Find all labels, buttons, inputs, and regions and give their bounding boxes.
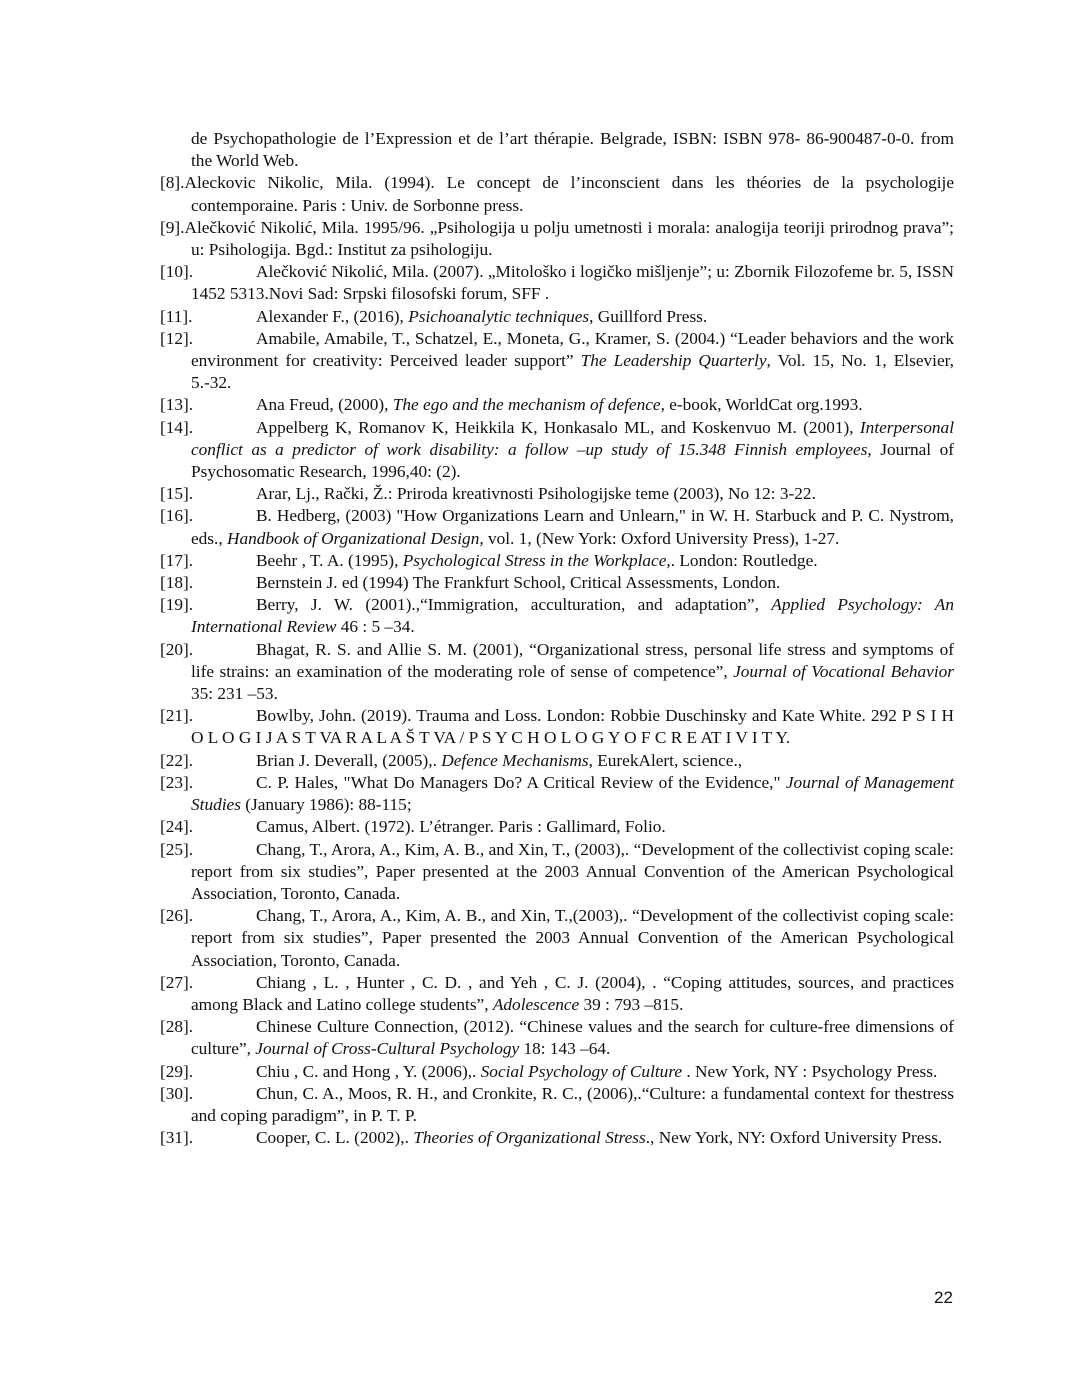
- reference-text: Ana Freud, (2000),: [256, 395, 393, 415]
- reference-entry: [160, 972, 954, 1016]
- reference-text: Alečković Nikolić, Mila. (2007). „Mitološko i logičko mišljenje”; u: Zbornik Filozofeme br. 5, ISSN 1452 5313.Novi Sad: Srpski filosofski forum, SFF .: [191, 262, 954, 304]
- reference-text: B. Hedberg, (2003) "How Organizations Learn and Unlearn," in W. H. Starbuck and P. C. Nystrom, eds.,: [191, 506, 954, 548]
- reference-number: [19].: [160, 595, 194, 615]
- reference-number: [14].: [160, 417, 194, 437]
- reference-entry: [160, 217, 954, 261]
- page-number: 22: [934, 1288, 953, 1307]
- reference-text: Aleckovic Nikolic, Mila. (1994). Le concept de l’inconscient dans les théories de la psychologije contemporaine. Paris : Univ. de Sorbonne press.: [184, 173, 954, 215]
- reference-number: [11].: [160, 306, 193, 326]
- reference-title-italic: The Leadership Quarterly: [580, 351, 767, 371]
- reference-text: Beehr , T. A. (1995),: [256, 550, 403, 570]
- reference-entry: [160, 1127, 954, 1149]
- reference-text: 35: 231 –53.: [191, 684, 278, 704]
- reference-entry: [160, 1016, 954, 1060]
- reference-text: Bowlby, John. (2019). Trauma and Loss. London: Robbie Duschinsky and Kate White. 292 P S I H O L O G I J A S T VA R A L A Š T VA / P S Y C H O L O G Y O F C R E AT I V I T Y.: [191, 706, 954, 748]
- reference-entry: [160, 639, 954, 706]
- reference-number: [28].: [160, 1017, 194, 1037]
- reference-number: [8].: [160, 173, 185, 193]
- reference-list: [160, 128, 954, 1149]
- reference-text: Bhagat, R. S. and Allie S. M. (2001), “Organizational stress, personal life stress and symptoms of life strains: an examination of the moderating role of sense of competence”,: [191, 639, 954, 681]
- reference-text: Chiu , C. and Hong , Y. (2006),.: [256, 1061, 481, 1081]
- reference-entry: [160, 594, 954, 638]
- reference-title-italic: Journal of Cross-Cultural Psychology: [255, 1039, 520, 1059]
- reference-entry: [160, 505, 954, 549]
- reference-text: (January 1986): 88-115;: [240, 795, 412, 815]
- reference-text: Cooper, C. L. (2002),.: [256, 1128, 414, 1148]
- reference-text: . London: Routledge.: [670, 550, 818, 570]
- reference-title-italic: Journal of Management Studies: [191, 772, 954, 815]
- reference-number: [22].: [160, 750, 194, 770]
- reference-number: [26].: [160, 906, 194, 926]
- reference-entry: [160, 905, 954, 972]
- reference-text: Amabile, Amabile, T., Schatzel, E., Moneta, G., Kramer, S. (2004.) “Leader behaviors and the work environment for creativity: Perceived leader support”: [191, 328, 954, 371]
- reference-entry: [160, 128, 954, 172]
- reference-title-italic: Psychological Stress in the Workplace,: [402, 550, 671, 570]
- reference-text: Chang, T., Arora, A., Kim, A. B., and Xin, T., (2003),. “Development of the collectivist coping scale: report from six studies”, Paper presented at the 2003 Annual Convention of the American Psychological Association, Toronto, Canada.: [191, 839, 954, 903]
- reference-number: [12].: [160, 328, 194, 348]
- reference-text: Appelberg K, Romanov K, Heikkila K, Honkasalo ML, and Koskenvuo M. (2001),: [256, 417, 860, 437]
- reference-text: , EurekAlert, science.,: [588, 750, 743, 770]
- reference-number: [31].: [160, 1128, 194, 1148]
- reference-number: [23].: [160, 772, 194, 792]
- reference-text: 39 : 793 –815.: [579, 994, 684, 1014]
- reference-entry: [160, 1061, 954, 1083]
- reference-number: [13].: [160, 395, 194, 415]
- reference-text: . New York, NY : Psychology Press.: [682, 1061, 938, 1081]
- reference-text: Guillford Press.: [593, 306, 708, 326]
- reference-number: [21].: [160, 706, 194, 726]
- reference-text: , Vol. 15, No. 1, Elsevier, 5.-32.: [191, 351, 955, 393]
- reference-title-italic: The ego and the mechanism of defence: [392, 395, 661, 415]
- reference-title-italic: Theories of Organizational Stress: [413, 1128, 646, 1148]
- reference-number: [16].: [160, 506, 194, 526]
- reference-title-italic: Social Psychology of Culture: [480, 1061, 683, 1081]
- reference-entry: [160, 772, 954, 816]
- reference-text: 18: 143 –64.: [519, 1039, 611, 1059]
- reference-text: Alexander F., (2016),: [256, 306, 409, 326]
- reference-entry: [160, 328, 954, 395]
- reference-text: Journal of Psychosomatic Research, 1996,40: (2).: [191, 439, 954, 482]
- reference-text: Chinese Culture Connection, (2012). “Chinese values and the search for culture-free dimensions of culture”,: [191, 1017, 954, 1059]
- reference-text: Brian J. Deverall, (2005),.: [256, 750, 442, 770]
- reference-text: vol. 1, (New York: Oxford University Press), 1-27.: [483, 528, 840, 548]
- reference-number: [24].: [160, 817, 194, 837]
- reference-entry: [160, 261, 954, 305]
- reference-title-italic: Interpersonal conflict as a predictor of work disability: a follow –up study of 15.348 Finnish employees,: [191, 417, 954, 459]
- reference-number: [18].: [160, 573, 194, 593]
- reference-title-italic: Applied Psychology: An International Review: [191, 595, 954, 637]
- reference-title-italic: Journal of Vocational Behavior: [733, 661, 954, 681]
- reference-entry: [160, 172, 954, 216]
- reference-entry: [160, 705, 954, 749]
- reference-title-italic: Psichoanalytic techniques,: [408, 306, 594, 326]
- reference-entry: [160, 417, 954, 484]
- reference-number: [10].: [160, 262, 194, 282]
- reference-number: [25].: [160, 839, 194, 859]
- reference-entry: [160, 750, 954, 772]
- reference-entry: [160, 839, 954, 906]
- reference-entry: [160, 550, 954, 572]
- reference-number: [20].: [160, 639, 194, 659]
- reference-number: [27].: [160, 972, 194, 992]
- reference-text: 46 : 5 –34.: [336, 617, 415, 637]
- reference-text: ., New York, NY: Oxford University Press.: [645, 1128, 943, 1148]
- reference-entry: [160, 1083, 954, 1127]
- reference-entry: [160, 572, 954, 594]
- reference-text: Chang, T., Arora, A., Kim, A. B., and Xin, T.,(2003),. “Development of the collectivist coping scale: report from six studies”, Paper presented the 2003 Annual Convention of the American Psychological Association, Toronto, Canada.: [191, 906, 954, 970]
- reference-number: [29].: [160, 1061, 194, 1081]
- reference-entry: [160, 816, 954, 838]
- reference-entry: [160, 394, 954, 416]
- reference-title-italic: Handbook of Organizational Design,: [227, 528, 484, 548]
- reference-text: Berry, J. W. (2001).,“Immigration, acculturation, and adaptation”,: [256, 595, 772, 615]
- reference-title-italic: Defence Mechanisms: [441, 750, 589, 770]
- reference-entry: [160, 483, 954, 505]
- reference-text: C. P. Hales, "What Do Managers Do? A Critical Review of the Evidence,": [256, 772, 786, 792]
- reference-text: Alečković Nikolić, Mila. 1995/96. „Psihologija u polju umetnosti i morala: analogija teoriji prirodnog prava”; u: Psihologija. Bgd.: Institut za psihologiju.: [184, 217, 954, 260]
- reference-entry: [160, 306, 954, 328]
- reference-number: [9].: [160, 217, 185, 237]
- reference-text: Chun, C. A., Moos, R. H., and Cronkite, R. C., (2006),.“Culture: a fundamental context for thestress and coping paradigm”, in P. T. P.: [191, 1083, 954, 1125]
- reference-number: [17].: [160, 550, 194, 570]
- reference-text: , e-book, WorldCat org.1993.: [660, 395, 863, 415]
- reference-text: Camus, Albert. (1972). L’étranger. Paris : Gallimard, Folio.: [256, 817, 666, 837]
- reference-title-italic: Adolescence: [492, 994, 580, 1014]
- reference-text: Bernstein J. ed (1994) The Frankfurt School, Critical Assessments, London.: [256, 573, 781, 593]
- reference-text: de Psychopathologie de l’Expression et de l’art thérapie. Belgrade, ISBN: ISBN 978- 86-900487-0-0. from the World Web.: [191, 129, 954, 171]
- reference-text: Arar, Lj., Rački, Ž.: Priroda kreativnosti Psihologijske teme (2003), No 12: 3-22.: [256, 484, 816, 504]
- reference-number: [15].: [160, 484, 194, 504]
- reference-text: Chiang , L. , Hunter , C. D. , and Yeh , C. J. (2004), . “Coping attitudes, sources, and practices among Black and Latino college students”,: [191, 972, 954, 1014]
- reference-number: [30].: [160, 1083, 194, 1103]
